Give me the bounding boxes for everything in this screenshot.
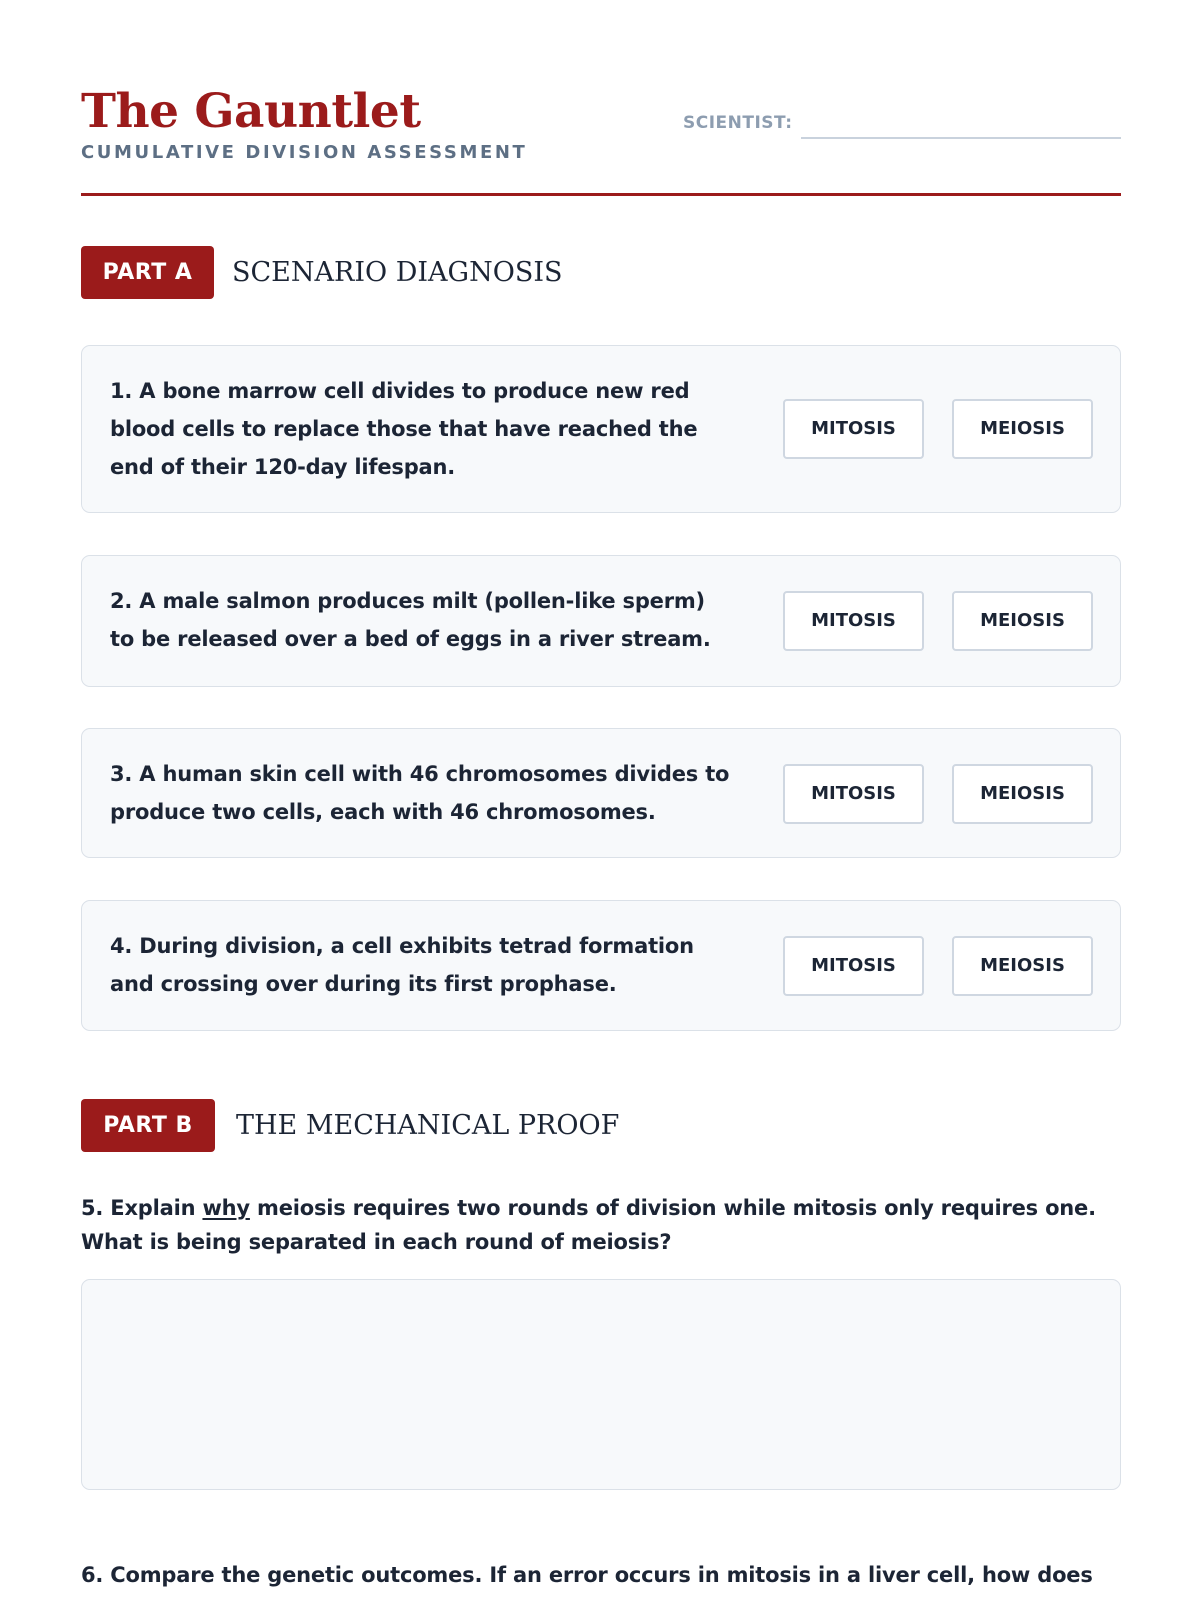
part-a-badge: PART A	[81, 246, 214, 299]
header-divider	[81, 193, 1121, 196]
meiosis-button[interactable]: MEIOSIS	[952, 399, 1093, 459]
mitosis-button[interactable]: MITOSIS	[783, 591, 924, 651]
scientist-name-field[interactable]	[801, 137, 1121, 139]
meiosis-button[interactable]: MEIOSIS	[952, 764, 1093, 824]
question-card-2	[81, 555, 1121, 687]
question-card-3	[81, 728, 1121, 858]
question-5-answer-box[interactable]	[81, 1279, 1121, 1490]
worksheet-title: The Gauntlet	[81, 84, 421, 139]
question-card-4	[81, 900, 1121, 1031]
question-5-suffix: meiosis requires two rounds of division while mitosis only requires one. What is being separated in each round of meiosis?	[81, 1196, 1096, 1254]
mitosis-button[interactable]: MITOSIS	[783, 399, 924, 459]
question-5-prefix: 5. Explain	[81, 1196, 203, 1220]
question-text: 2. A male salmon produces milt (pollen-like sperm) to be released over a bed of eggs in a river stream.	[110, 589, 711, 651]
meiosis-button[interactable]: MEIOSIS	[952, 936, 1093, 996]
question-text: 1. A bone marrow cell divides to produce new red blood cells to replace those that have reached the end of their 120-day lifespan.	[110, 379, 698, 479]
part-b-badge: PART B	[81, 1099, 215, 1152]
mitosis-button[interactable]: MITOSIS	[783, 764, 924, 824]
mitosis-button[interactable]: MITOSIS	[783, 936, 924, 996]
question-card-1	[81, 345, 1121, 513]
worksheet-subtitle: CUMULATIVE DIVISION ASSESSMENT	[81, 142, 528, 163]
meiosis-button[interactable]: MEIOSIS	[952, 591, 1093, 651]
question-6-prompt: 6. Compare the genetic outcomes. If an error occurs in mitosis in a liver cell, how does	[81, 1563, 1093, 1587]
scientist-label: SCIENTIST:	[683, 113, 793, 133]
question-5-prompt	[81, 1191, 1121, 1259]
part-b-title: THE MECHANICAL PROOF	[236, 1110, 620, 1141]
part-a-title: SCENARIO DIAGNOSIS	[232, 257, 563, 288]
question-text: 3. A human skin cell with 46 chromosomes divides to produce two cells, each with 46 chromosomes.	[110, 762, 730, 824]
question-text: 4. During division, a cell exhibits tetrad formation and crossing over during its first prophase.	[110, 934, 694, 996]
question-5-emphasis: why	[202, 1196, 250, 1220]
